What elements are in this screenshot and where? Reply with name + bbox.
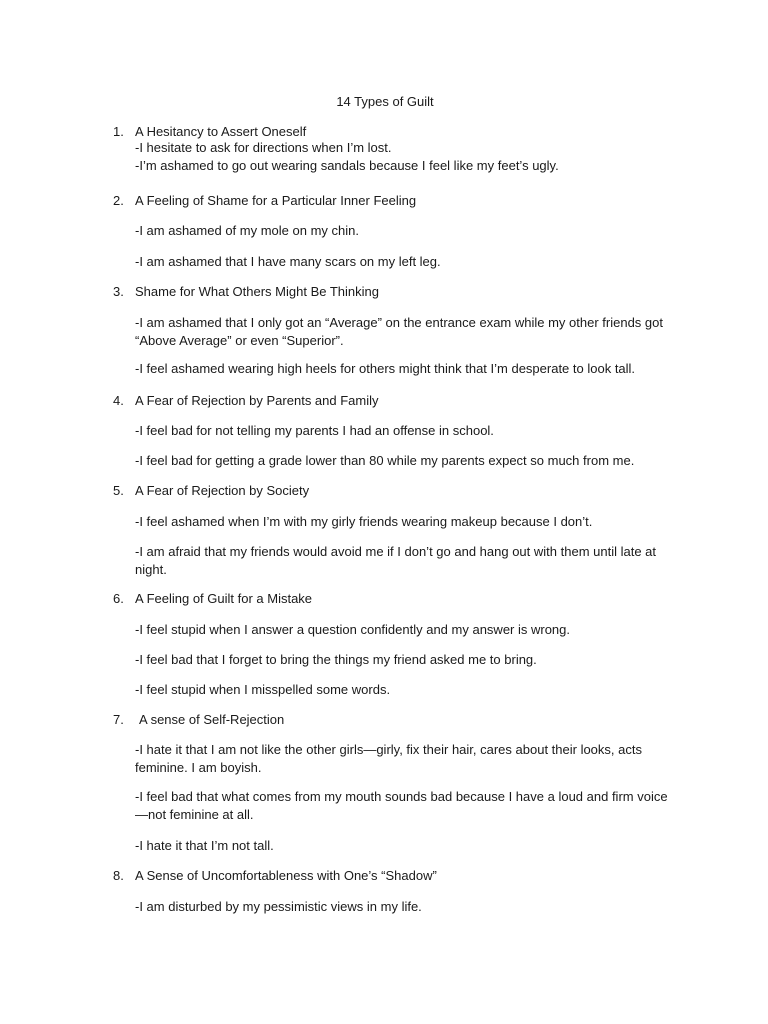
document-title: 14 Types of Guilt [336,94,434,109]
item-heading: A Sense of Uncomfortableness with One’s “Shadow” [135,868,437,883]
item-example: -I feel stupid when I misspelled some words. [135,682,391,697]
item-number: 4. [113,393,124,408]
item-number: 5. [113,483,124,498]
item-example: -I feel stupid when I answer a question confidently and my answer is wrong. [135,622,571,637]
item-example: -I feel bad for not telling my parents I had an offense in school. [135,423,494,438]
item-example: -I hate it that I am not like the other girls—girly, fix their hair, cares about their looks, acts feminine. I am boyish. [135,742,642,775]
item-number: 8. [113,868,124,883]
item-number: 3. [113,284,124,299]
item-heading: A Feeling of Guilt for a Mistake [135,591,313,606]
item-example: -I feel ashamed wearing high heels for others might think that I’m desperate to look tall. [135,361,636,376]
item-example: -I am ashamed that I have many scars on my left leg. [135,254,441,269]
item-number: 7. [113,712,124,727]
item-example: -I hesitate to ask for directions when I’m lost. [135,140,392,155]
item-heading: A Fear of Rejection by Parents and Family [135,393,379,408]
item-example: -I feel ashamed when I’m with my girly friends wearing makeup because I don’t. [135,514,593,529]
item-example: -I hate it that I’m not tall. [135,838,274,853]
item-heading: A Hesitancy to Assert Oneself [135,124,307,139]
item-example: -I am ashamed that I only got an “Average” on the entrance exam while my other friends got “Above Average” or even “Superior”. [135,315,663,348]
item-example: -I am afraid that my friends would avoid me if I don’t go and hang out with them until late at night. [135,544,657,577]
item-example: -I am ashamed of my mole on my chin. [135,223,359,238]
item-heading: A Fear of Rejection by Society [135,483,310,498]
item-number: 1. [113,124,124,139]
item-heading: A sense of Self-Rejection [139,712,285,727]
item-number: 2. [113,193,124,208]
item-example: -I feel bad that what comes from my mouth sounds bad because I have a loud and firm voice—not feminine at all. [135,789,668,822]
item-number: 6. [113,591,124,606]
item-heading: A Feeling of Shame for a Particular Inner Feeling [135,193,417,208]
item-example: -I’m ashamed to go out wearing sandals because I feel like my feet’s ugly. [135,158,559,173]
item-example: -I am disturbed by my pessimistic views in my life. [135,899,422,914]
item-heading: Shame for What Others Might Be Thinking [135,284,379,299]
item-example: -I feel bad that I forget to bring the things my friend asked me to bring. [135,652,537,667]
item-example: -I feel bad for getting a grade lower than 80 while my parents expect so much from me. [135,453,635,468]
